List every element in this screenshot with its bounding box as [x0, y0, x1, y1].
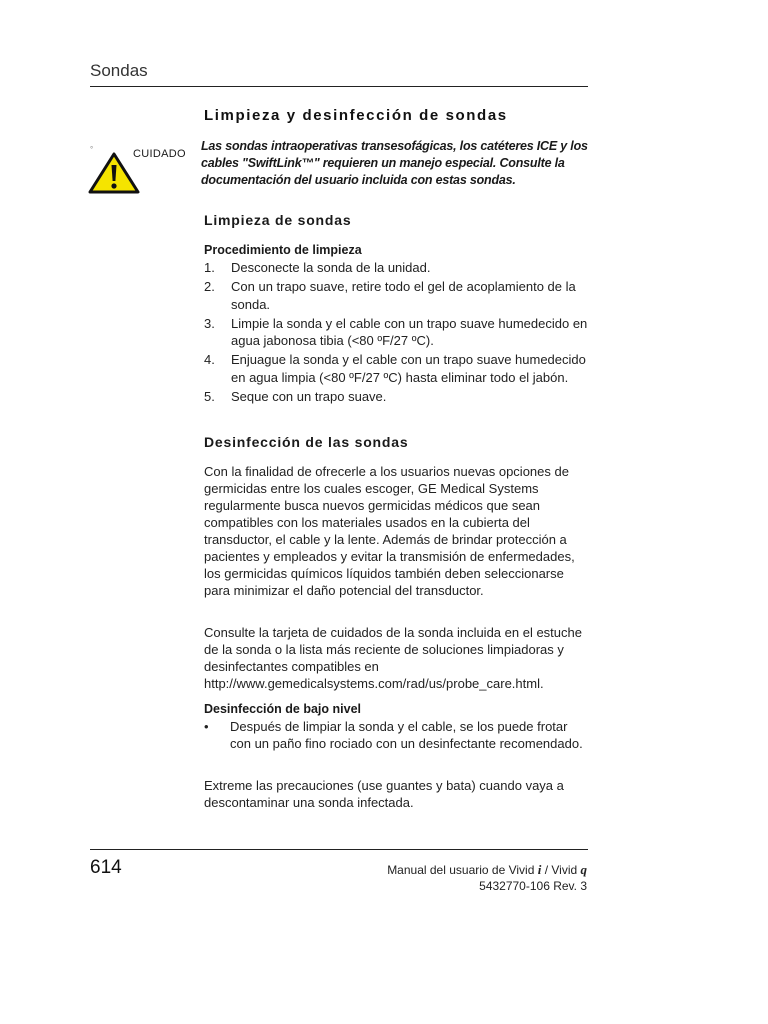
caution-text: Las sondas intraoperativas transesofágicas, los catéteres ICE y los cables "SwiftLink™" requieren un manejo especial. Consulte la documentación del usuario incluida con estas sondas. [201, 139, 588, 187]
list-item [204, 278, 588, 313]
step-number: 1. [204, 260, 215, 275]
model-separator: / Vivid [541, 863, 581, 877]
list-item [204, 259, 588, 277]
reference-paragraph: Consulte la tarjeta de cuidados de la sonda incluida en el estuche de la sonda o la lista más reciente de soluciones limpiadoras y desinfectantes compatibles en http://www.gemedicalsystems.com/rad/us/probe_care.html. [204, 625, 582, 691]
caution-marker: ° [90, 145, 94, 154]
step-text: Con un trapo suave, retire todo el gel de acoplamiento de la sonda. [231, 279, 576, 312]
low-level-heading: Desinfección de bajo nivel [204, 702, 361, 716]
document-number: 5432770-106 Rev. 3 [479, 879, 587, 893]
warning-triangle-icon [88, 152, 140, 194]
model-q-logo: q [580, 862, 587, 877]
bullet-text: Después de limpiar la sonda y el cable, se los puede frotar con un paño fino rociado con un desinfectante recomendado. [230, 719, 583, 751]
page-title: Limpieza y desinfección de sondas [204, 107, 508, 124]
manual-title [387, 862, 587, 878]
step-text: Desconecte la sonda de la unidad. [231, 260, 431, 275]
precaution-paragraph: Extreme las precauciones (use guantes y bata) cuando vaya a descontaminar una sonda infectada. [204, 778, 564, 810]
page-header-section: Sondas [90, 61, 148, 80]
procedure-heading: Procedimiento de limpieza [204, 243, 362, 257]
disinfection-paragraph: Con la finalidad de ofrecerle a los usuarios nuevas opciones de germicidas entre los cuales escoger, GE Medical Systems regularmente busca nuevos germicidas médicos que sean compatibles con los materiales usados en la cubierta del transductor, el cable y la lente. Además de brindar protección a pacientes y empleados y evitar la transmisión de enfermedades, los germicidas químicos líquidos también deben seleccionarse para minimizar el daño potencial del transductor. [204, 464, 575, 598]
list-item [204, 388, 588, 406]
step-number: 2. [204, 279, 215, 294]
step-number: 4. [204, 352, 215, 367]
step-text: Limpie la sonda y el cable con un trapo suave humedecido en agua jabonosa tibia (<80 ºF/27 ºC). [231, 315, 588, 348]
footer-rule [90, 849, 588, 850]
low-level-bullet [204, 718, 588, 752]
manual-prefix: Manual del usuario de Vivid [387, 863, 538, 877]
cleaning-steps [204, 259, 588, 407]
cleaning-heading: Limpieza de sondas [204, 212, 352, 228]
disinfection-heading: Desinfección de las sondas [204, 434, 409, 450]
page-number: 614 [90, 857, 122, 878]
list-item [204, 315, 588, 350]
model-i-logo: i [537, 862, 542, 877]
step-text: Seque con un trapo suave. [231, 388, 387, 404]
step-number: 5. [204, 388, 215, 404]
caution-label: CUIDADO [133, 148, 186, 160]
step-number: 3. [204, 315, 215, 331]
bullet-marker: • [204, 719, 209, 734]
list-item [204, 351, 588, 386]
step-text: Enjuague la sonda y el cable con un trapo suave humedecido en agua limpia (<80 ºF/27 ºC) hasta eliminar todo el jabón. [231, 352, 586, 385]
header-rule [90, 86, 588, 87]
